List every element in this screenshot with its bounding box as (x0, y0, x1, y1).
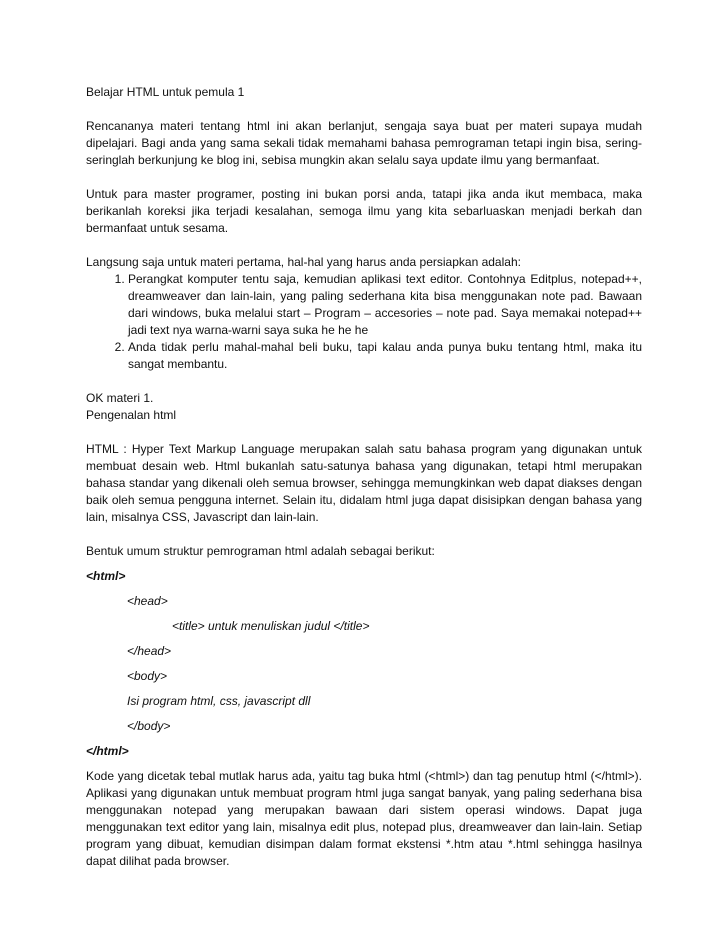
code-body-content: Isi program html, css, javascript dll (127, 694, 311, 708)
note-paragraph: Untuk para master programer, posting ini bukan porsi anda, tatapi jika anda ikut membaca, maka berikanlah koreksi jika terjadi kesalahan, semoga ilmu yang kita sebarluaskan menjadi berkah dan bermanfaat untuk sesama. (86, 187, 642, 235)
prep-item: 1. Perangkat komputer tentu saja, kemudian aplikasi text editor. Contohnya Editplus, notepad++, dreamweaver dan lain-lain, yang paling sederhana kita bisa menggunakan note pad. Bawaan dari windows, buka melalui start – Program – accesories – note pad. Saya memakai notepad++ jadi text nya warna-warni saya suka he he he (128, 271, 642, 339)
code-html-close: </html> (86, 744, 129, 758)
section-label: OK materi 1. (86, 391, 154, 405)
prep-list (86, 271, 642, 373)
code-html-open: <html> (86, 569, 126, 583)
intro-paragraph: Rencananya materi tentang html ini akan berlanjut, sengaja saya buat per materi supaya mudah dipelajari. Bagi anda yang sama sekali tidak memahami bahasa pemrograman tetapi ingin bisa, sering-seringlah berkunjung ke blog ini, sebisa mungkin akan selalu saya update ilmu yang bermanfaat. (86, 119, 642, 167)
prep-intro: Langsung saja untuk materi pertama, hal-hal yang harus anda persiapkan adalah: (86, 255, 521, 269)
section-title: Pengenalan html (86, 408, 177, 422)
code-head-close: </head> (127, 644, 172, 658)
structure-intro: Bentuk umum struktur pemrograman html adalah sebagai berikut: (86, 544, 435, 558)
code-title-line: <title> untuk menuliskan judul </title> (172, 619, 370, 633)
code-example (86, 568, 642, 760)
closing-paragraph: Kode yang dicetak tebal mutlak harus ada, yaitu tag buka html (<html>) dan tag penutup html (</html>). Aplikasi yang digunakan untuk membuat program html juga sangat banyak, yang paling sederhana bisa menggunakan notepad yang merupakan bawaan dari sistem operasi windows. Dapat juga menggunakan text editor yang lain, misalnya edit plus, notepad plus, dreamweaver dan lain-lain. Setiap program yang dibuat, kemudian disimpan dalam format ekstensi *.htm atau *.html sehingga hasilnya dapat dilihat pada browser. (86, 769, 642, 868)
code-head-open: <head> (127, 594, 168, 608)
prep-item: 2. Anda tidak perlu mahal-mahal beli buku, tapi kalau anda punya buku tentang html, maka itu sangat membantu. (128, 339, 642, 373)
html-definition-paragraph: HTML : Hyper Text Markup Language merupakan salah satu bahasa program yang digunakan untuk membuat desain web. Html bukanlah satu-satunya bahasa yang digunakan, tetapi html merupakan bahasa standar yang dikenali oleh semua browser, sehingga memungkinkan web dapat diakses dengan baik oleh semua pengguna internet. Selain itu, didalam html juga dapat disisipkan dengan bahasa yang lain, misalnya CSS, Javascript dan lain-lain. (86, 442, 642, 524)
code-body-open: <body> (127, 669, 168, 683)
code-body-close: </body> (127, 719, 171, 733)
document-page (86, 84, 642, 870)
document-title: Belajar HTML untuk pemula 1 (86, 85, 245, 99)
